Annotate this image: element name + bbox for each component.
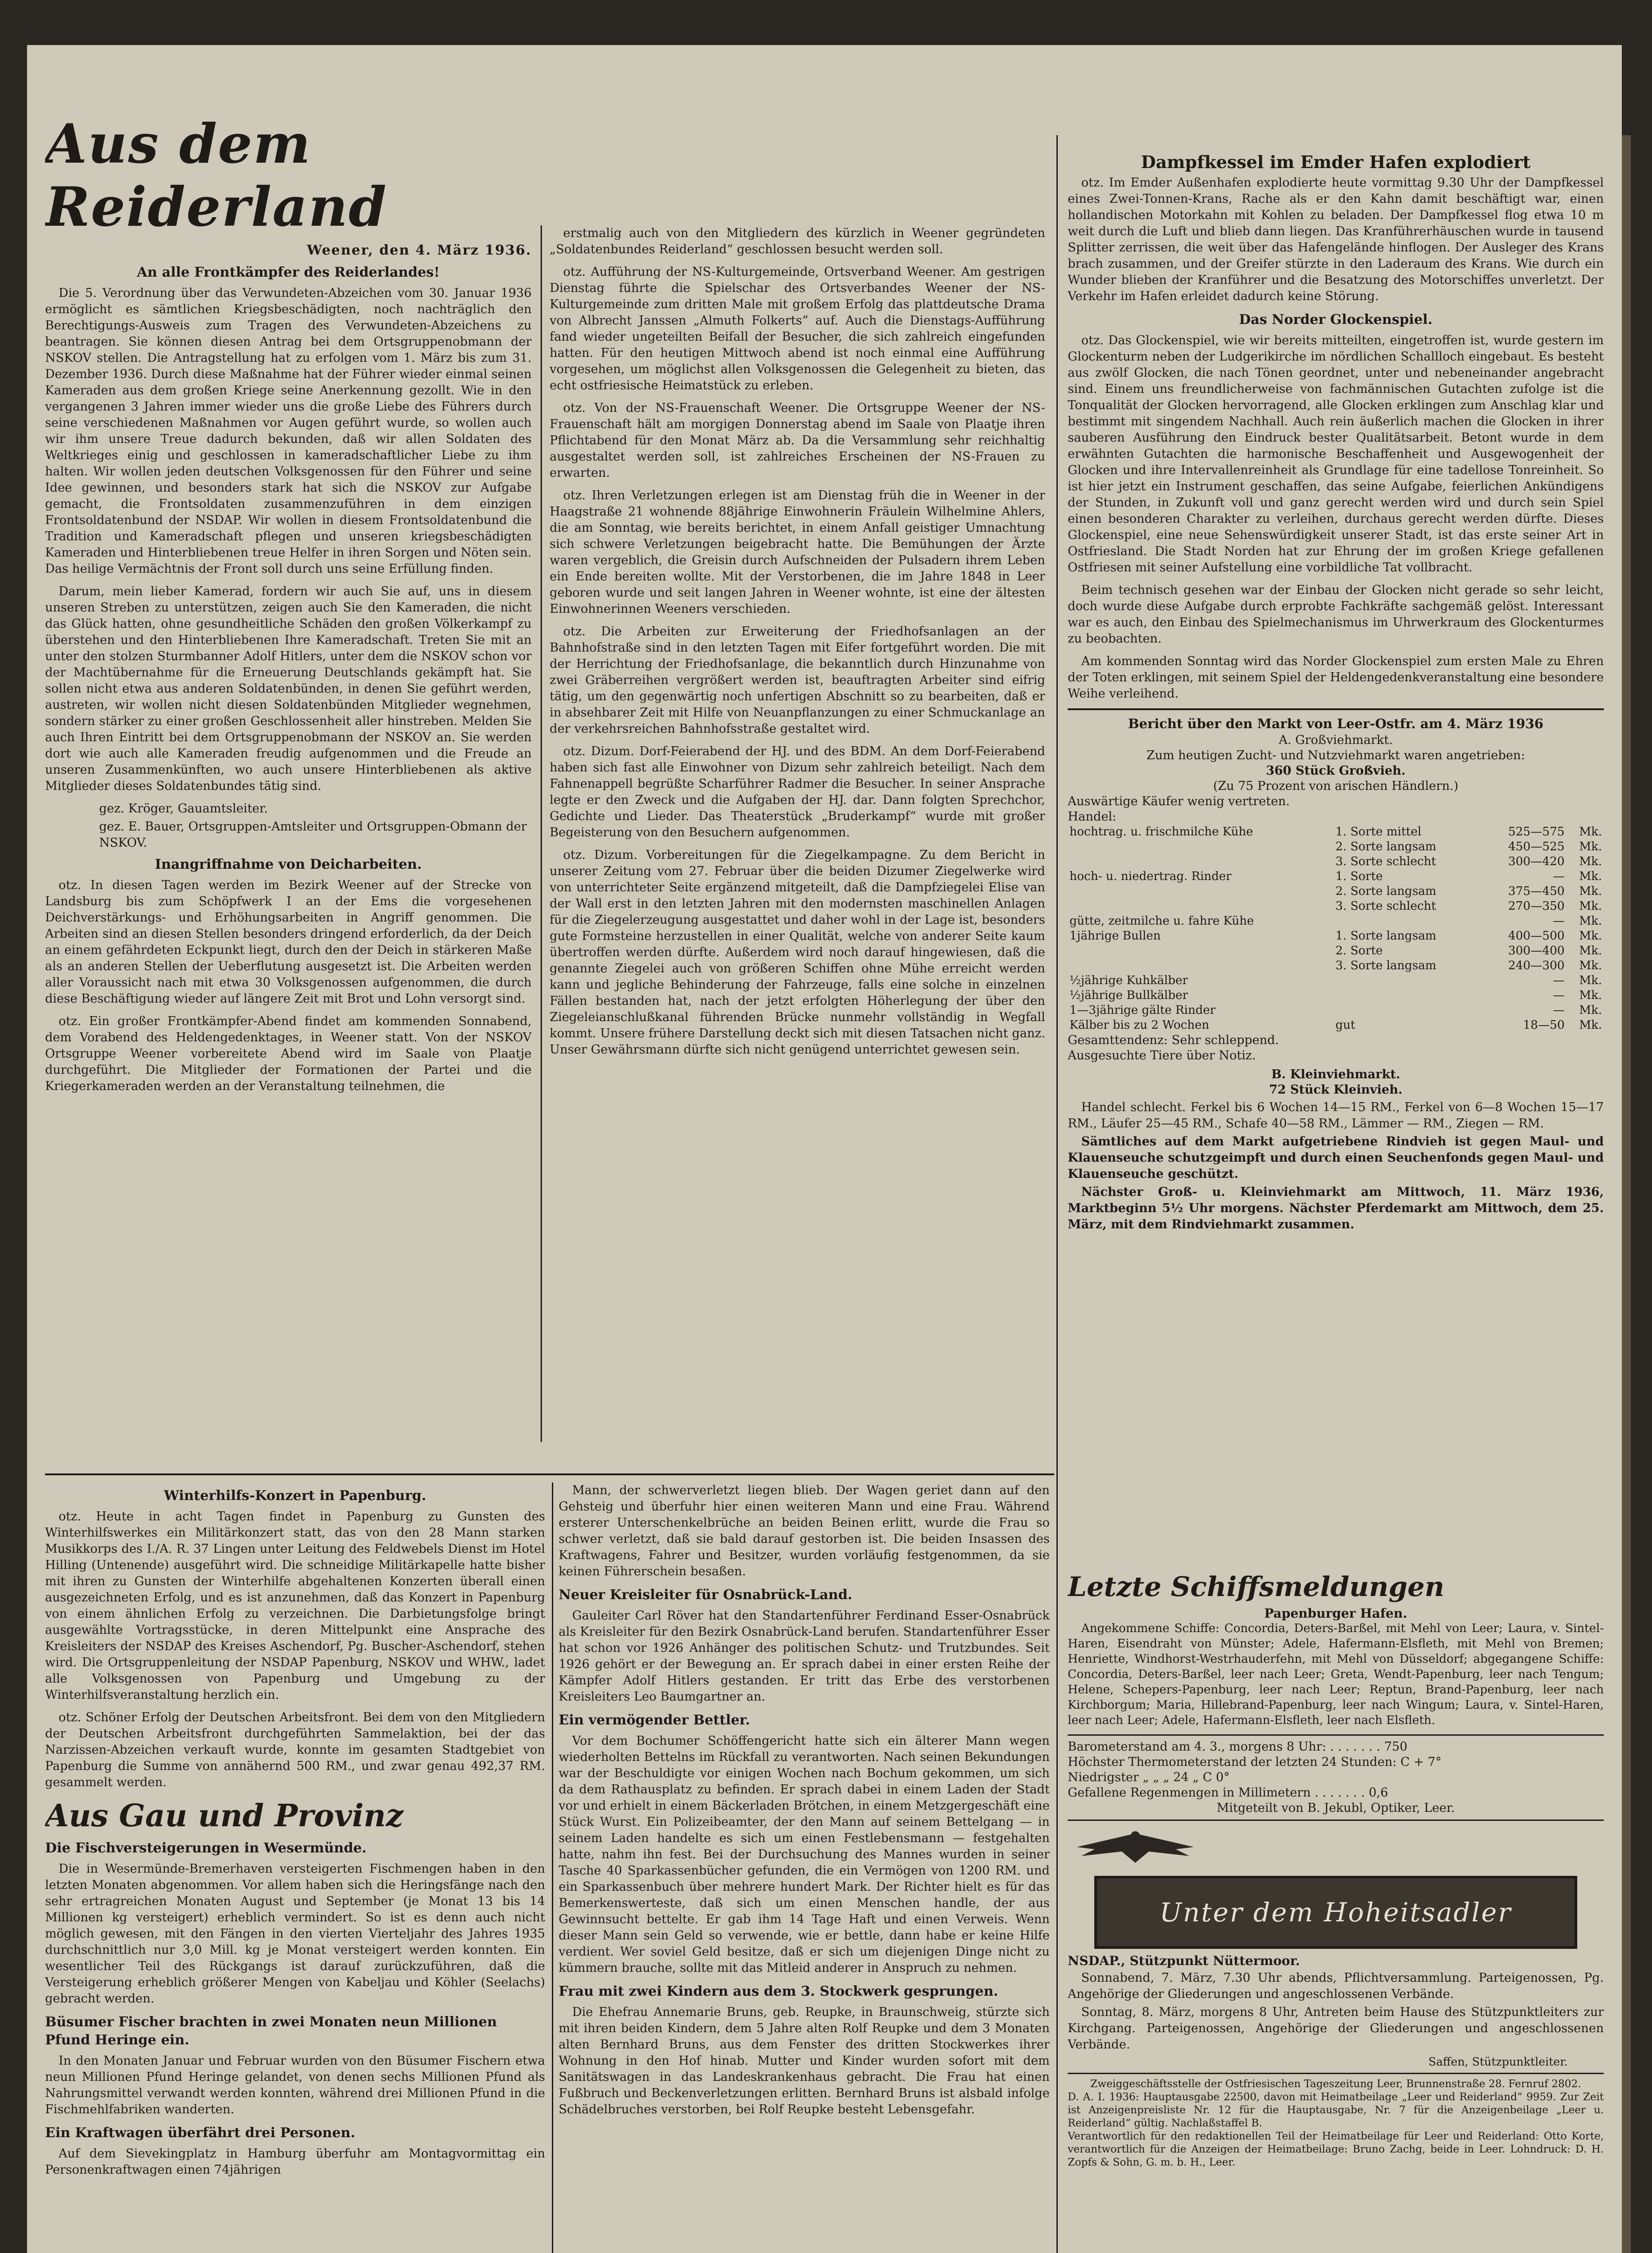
article-paragraph: otz. Im Emder Außenhafen explodierte heute vormittag 9.30 Uhr der Dampfkessel eines Zwei-Tonnen-Krans, Rache als er den Kahn damit beschäftigt war, einen hollandischen Motorkahn mit Kohlen zu beladen. Der Dampfkessel flog etwa 10 m weit durch die Luft und blieb dann liegen. Das Kranführerhäuschen wurde in tausend Splitter zerrissen, die weit über das Hafengelände hinflogen. Der Ausleger des Krans brach zusammen, und der Greifer stürzte in den Laderaum des Krans. Wie durch ein Wunder blieben der Kranführer und die Besatzung des Motorschiffes unverletzt. Der Verkehr im Hafen erleidet dadurch keine Störung. bbox=[1068, 176, 1604, 303]
article-paragraph: Die 5. Verordnung über das Verwundeten-Abzeichen vom 30. Januar 1936 ermöglicht es sämtlichen Kriegsbeschädigten, noch nachträglich den Berechtigungs-Ausweis zum Tragen des Verwundeten-Abzeichens zu beantragen. Sie können diesen Antrag bei dem Ortsgruppenobmann der NSKOV stellen. Die Antragstellung hat zu erfolgen vom 1. März bis zum 31. Dezember 1936. Durch diese Maßnahme hat der Führer wieder einmal seinen Kameraden aus dem großen Kriege seine Anerkennung gezollt. Wie in den vergangenen 3 Jahren immer wieder uns die große Liebe des Führers durch seine verschiedenen Maßnahmen vor Augen geführt wurde, so wollen auch wir ihm unsere Treue dadurch bekunden, daß wir allen Soldaten des Weltkrieges einig und geschlossen in kameradschaftlicher Liebe zu ihm halten. Wir wollen jeden deutschen Volksgenossen für den Führer und seine Idee gewinnen, und besonders stark hat sich die NSKOV zur Aufgabe gemacht, die Frontsoldaten zusammenzuführen in dem einzigen Frontsoldatenbund der NSDAP. Wir wollen in diesem Frontsoldatenbund die Tradition und Kameradschaft pflegen und unseren kriegsbeschädigten Kameraden und Hinterbliebenen treue Helfer in ihren Sorgen und Nöten sein. Das heilige Vermächtnis der Front soll durch uns seine Erfüllung finden. bbox=[45, 286, 532, 576]
price-table bbox=[1068, 825, 1604, 1033]
article-paragraph: otz. Ein großer Frontkämpfer-Abend findet am kommenden Sonnabend, dem Vorabend des Heldengedenktages, in Weener statt. Von der NSKOV Ortsgruppe Weener vorbereitete Abend wird im Saale von Plaatje durchgeführt. Die Mitglieder der Formationen der Partei und die Kriegerkameraden werden an der Veranstaltung teilnehmen, die bbox=[45, 1014, 532, 1093]
price-cell: hoch- u. niedertrag. Rinder bbox=[1069, 870, 1232, 883]
price-row bbox=[1068, 973, 1604, 988]
page-edge bbox=[1622, 135, 1631, 2253]
column-reiderland bbox=[45, 113, 532, 1464]
price-cell: 1jährige Bullen bbox=[1069, 929, 1161, 943]
price-cell bbox=[1068, 884, 1333, 899]
price-cell: Mk. bbox=[1579, 1003, 1602, 1017]
market-text: Gesamttendenz: Sehr schleppend. bbox=[1068, 1033, 1279, 1047]
price-cell: Mk. bbox=[1579, 899, 1602, 913]
price-cell: Mk. bbox=[1579, 914, 1602, 928]
announcement-heading: NSDAP., Stützpunkt Nüttermoor. bbox=[1068, 1953, 1300, 1968]
market-text: Handel schlecht. Ferkel bis 6 Wochen 14—15 RM., Ferkel von 6—8 Wochen 15—17 RM., Läufer 25—45 RM., Schafe 40—58 RM., Lämmer — RM., Ziegen — RM. bbox=[1068, 1100, 1604, 1131]
column-divider bbox=[541, 225, 542, 1442]
weather-line: Höchster Thermometerstand der letzten 24 Stunden: C + 7° bbox=[1068, 1755, 1442, 1769]
column-reiderland-continued bbox=[550, 225, 1045, 1464]
section-title: Aus dem Reiderland bbox=[45, 113, 387, 239]
price-cell: 18—50 bbox=[1523, 1018, 1565, 1032]
price-cell: 300—400 bbox=[1508, 944, 1565, 958]
article-paragraph: otz. Dizum. Vorbereitungen für die Ziegelkampagne. Zu dem Bericht in unserer Zeitung vom 27. Februar über die beiden Dizumer Ziegelwerke wird von unterrichteter Seite ergänzend mitgeteilt, daß die Dampfziegelei Elise van der Wall erst in den letzten Jahren mit den modernsten maschinellen Anlagen für die Ziegelerzeugung ausgestattet und daher wohl in der Lage ist, besonders gute Formsteine herzustellen in einer Qualität, welche von anderer Seite kaum übertroffen werden dürfte. Außerdem wird noch darauf hingewiesen, daß die genannte Ziegelei auch von größeren Schiffen ohne Mühe erreicht werden kann und jegliche Behinderung der Fahrzeuge, falls eine solche in einzelnen Fällen bestanden hat, nach der jetzt erfolgten Höherlegung der über den Ziegeleianschlußkanal führenden Brücke nunmehr vollständig in Wegfall kommt. Unsere frühere Darstellung deckt sich mit diesen Tatsachen nicht ganz. Unser Gewährsmann dürfte sich nicht genügend unterrichtet gewesen sein. bbox=[550, 848, 1045, 1057]
article-paragraph: Gauleiter Carl Röver hat den Standartenführer Ferdinand Esser-Osnabrück als Kreisleiter für den Bezirk Osnabrück-Land berufen. Standartenführer Esser hat schon vor 1926 Anhänger des politischen Schutz- und Trutzbundes. Seit 1926 gehört er der Bewegung an. Er sprach dabei in einer ersten Reihe der Kämpfer Adolf Hitlers gestanden. Er tritt das Erbe des verstorbenen Kreisleiters Leo Baumgartner an. bbox=[559, 1609, 1050, 1704]
column-divider bbox=[1056, 135, 1058, 2253]
article-paragraph: Beim technisch gesehen war der Einbau der Glocken nicht gerade so sehr leicht, doch wurde diese Aufgabe durch erprobte Fachkräfte sachgemäß gelöst. Interessant war es auch, den Einbau des Spielmechanismus im Uhrwerkraum des Glockenturmes zu beobachten. bbox=[1068, 583, 1604, 646]
divider bbox=[1068, 2073, 1604, 2074]
article-paragraph: otz. Heute in acht Tagen findet in Papenburg zu Gunsten des Winterhilfswerkes ein Militärkonzert statt, das von den 28 Mann starken Musikkorps des I./A. R. 37 Lingen unter Leitung des Feldwebels Dienst im Hotel Hilling (Untenende) ausgeführt wird. Die schneidige Militärkapelle hatte bisher mit ihren zu Gunsten der Winterhilfe abgehaltenen Konzerten überall einen ausgezeichneten Erfolg, und es ist anzunehmen, daß das Konzert in Papenburg von einem ähnlichen Erfolg zu verzeichnen. Die Darbietungsfolge bringt ausgewählte Vortragsstücke, in deren Mittelpunkt eine Ansprache des Kreisleiters der NSDAP des Kreises Aschendorf, Pg. Buscher-Aschendorf, stehen wird. Die Ortsgruppenleitung der NSDAP Papenburg, NSKOV und WHW., ladet alle Volksgenossen von Papenburg und Umgebung zu der Winterhilfsveranstaltung herzlich ein. bbox=[45, 1510, 545, 1702]
price-cell: 450—525 bbox=[1508, 840, 1565, 853]
article-paragraph: otz. Von der NS-Frauenschaft Weener. Die Ortsgruppe Weener der NS-Frauenschaft hält am morgigen Donnerstag abend im Saale von Plaatje ihren Pflichtabend für den Monat März ab. Da die Versammlung sehr reichhaltig ausgestaltet werden soll, ist zahlreiches Erscheinen der NS-Frauen zu erwarten. bbox=[550, 401, 1045, 480]
article-heading: Inangriffnahme von Deicharbeiten. bbox=[155, 857, 422, 872]
price-cell: Mk. bbox=[1579, 989, 1602, 1002]
price-row bbox=[1068, 958, 1604, 973]
price-cell: gütte, zeitmilche u. fahre Kühe bbox=[1069, 914, 1254, 928]
price-cell: Mk. bbox=[1579, 855, 1602, 868]
article-paragraph: In den Monaten Januar und Februar wurden von den Büsumer Fischern etwa neun Millionen Pfund Heringe gelandet, von denen sechs Millionen Pfund als Nahrungsmittel verwandt werden konnten, während drei Millionen Pfund in die Fischmehlfabriken wanderten. bbox=[45, 2054, 545, 2116]
price-cell: — bbox=[1552, 989, 1565, 1002]
price-cell: 1. Sorte langsam bbox=[1335, 929, 1437, 943]
dateline: Weener, den 4. März 1936. bbox=[307, 242, 532, 258]
price-cell: Mk. bbox=[1579, 944, 1602, 958]
signature: gez. Kröger, Gauamtsleiter. bbox=[99, 802, 268, 816]
article-heading: Frau mit zwei Kindern aus dem 3. Stockwerk gesprungen. bbox=[559, 1984, 998, 1999]
price-cell: Mk. bbox=[1579, 974, 1602, 987]
price-cell: Mk. bbox=[1579, 959, 1602, 972]
market-text: Ausgesuchte Tiere über Notiz. bbox=[1068, 1049, 1256, 1063]
price-row bbox=[1068, 884, 1604, 899]
article-paragraph: otz. Schöner Erfolg der Deutschen Arbeitsfront. Bei dem von den Mitgliedern der Deutschen Arbeitsfront durchgeführten Sammelaktion, bei der das Narzissen-Abzeichen verkauft wurde, konnte im gesamten Stadtgebiet von Papenburg die Summe von annähernd 500 RM., und zwar genau 492,37 RM. gesammelt werden. bbox=[45, 1710, 545, 1789]
market-text: Zum heutigen Zucht- und Nutzviehmarkt waren angetrieben: bbox=[1146, 748, 1525, 762]
price-cell: ½jährige Kuhkälber bbox=[1069, 974, 1188, 987]
market-section: A. Großviehmarkt. bbox=[1279, 733, 1393, 747]
price-row bbox=[1068, 944, 1604, 958]
price-cell: 1. Sorte bbox=[1335, 870, 1383, 883]
article-paragraph: Mann, der schwerverletzt liegen blieb. Der Wagen geriet dann auf den Gehsteig und überfuhr hier einen weiteren Mann und eine Frau. Während ersterer Unterschenkelbrüche an beiden Beinen erlitt, wurde die Frau so schwer verletzt, daß sie bald darauf gestorben ist. Die beiden Insassen des Kraftwagens, Fahrer und Besitzer, wurden vorläufig festgenommen, da sie keinen Führerschein besaßen. bbox=[559, 1483, 1050, 1578]
column-right-top bbox=[1068, 149, 1604, 1410]
article-paragraph: Darum, mein lieber Kamerad, fordern wir auch Sie auf, uns in diesem unseren Streben zu unterstützen, zeigen auch Sie den Kameraden, die nicht das Glück hatten, ohne gesundheitliche Schäden den großen Völkerkampf zu überstehen und den Hinterbliebenen Ihre Kameradschaft. Treten Sie mit an unter den stolzen Sturmbanner Adolf Hitlers, unter dem die NSKOV schon vor der Machtübernahme für die Erneuerung Deutschlands gekämpft hat. Sie sollen nicht etwa aus anderen Soldatenbünden, in denen Sie geführt werden, austreten, wir wollen nicht diesen Soldatenbünden Mitglieder wegnehmen, sondern stärker zu einer großen Geschlossenheit aller hinstreben. Melden Sie auch Ihren Eintritt bei dem Ortsgruppenobmann der NSKOV an. Sie werden dort wie auch alle Kameraden freudig aufgenommen und die Freude an unseren Zusammenkünften, wo auch unsere Hinterbliebenen als aktive Mitglieder dieses Soldatenbundes tätig sind. bbox=[45, 584, 532, 793]
column-divider bbox=[552, 1482, 553, 2253]
newspaper-page bbox=[27, 45, 1622, 2253]
article-paragraph: Angekommene Schiffe: Concordia, Deters-Barßel, mit Mehl von Leer; Laura, v. Sintel-Haren, Eisendraht von Münster; Adele, Hafermann-Elsfleth, mit Mehl von Bremen; Henriette, Windhorst-Westrhauderfehn, mit Mehl von Düsseldorf; abgegangene Schiffe: Concordia, Deters-Barßel, leer nach Leer; Greta, Wendt-Papenburg, leer nach Tengum; Helene, Schepers-Papenburg, leer nach Leer; Reptun, Brand-Papenburg, leer nach Kirchborgum; Maria, Hillebrand-Papenburg, leer nach Wingum; Laura, v. Sintel-Haren, leer nach Leer; Adele, Hafermann-Elsfleth, leer nach Elsfleth. bbox=[1068, 1622, 1604, 1727]
article-heading: An alle Frontkämpfer des Reiderlandes! bbox=[137, 265, 440, 280]
price-row bbox=[1068, 825, 1604, 839]
price-cell: 1. Sorte mittel bbox=[1335, 825, 1422, 839]
price-cell: — bbox=[1552, 914, 1565, 928]
price-row bbox=[1068, 988, 1604, 1003]
price-row bbox=[1068, 854, 1604, 869]
market-text: Nächster Groß- u. Kleinviehmarkt am Mittwoch, 11. März 1936, Marktbeginn 5½ Uhr morgens. Nächster Pferdemarkt am Mittwoch, dem 25. März, mit dem Rindviehmarkt zusammen. bbox=[1068, 1185, 1604, 1231]
eagle-emblem-icon bbox=[1068, 1824, 1203, 1865]
banner-text: Unter dem Hoheitsadler bbox=[1159, 1897, 1512, 1928]
article-paragraph: otz. Dizum. Dorf-Feierabend der HJ. und des BDM. An dem Dorf-Feierabend haben sich fast alle Einwohner von Dizum sehr zahlreich beteiligt. Nach dem Fahnenappell begrüßte Scharführer Radmer die Besucher. In seiner Ansprache legte er den Zweck und die Aufgaben der HJ. dar. Dann folgten Sprechchor, Gedichte und Lieder. Das Theaterstück „Bruderkampf“ wurde mit großer Begeisterung von den Besuchern aufgenommen. bbox=[550, 744, 1045, 839]
article-paragraph: otz. In diesen Tagen werden im Bezirk Weener auf der Strecke von Landsburg bis zum Schöpfwerk I an der Ems die vorgesehenen Deichverstärkungs- und Erhöhungsarbeiten in Angriff genommen. Die Arbeiten sind an diesen Stellen besonders dringend erforderlich, da der Deich an einem gefährdeten Eckpunkt liegt, durch den der Deich in stärkeren Maße als an anderen Stellen der Ueberflutung ausgesetzt ist. Die Arbeiten werden aller Voraussicht nach mit etwa 30 Volksgenossen aufgenommen, die durch diese Beschäftigung wieder auf längere Zeit mit Brot und Lohn versorgt sind. bbox=[45, 878, 532, 1006]
price-cell: 2. Sorte langsam bbox=[1335, 885, 1437, 898]
price-cell: Mk. bbox=[1579, 929, 1602, 943]
imprint: D. A. I. 1936: Hauptausgabe 22500, davon mit Heimatbeilage „Leer und Reiderland“ 9959. Zur Zeit ist Anzeigenpreisliste Nr. 12 für die Hauptausgabe, Nr. 7 für die Anzeigenbeilage „Leer u. Reiderland“ gültig. Nachlaßstaffel B. bbox=[1068, 2091, 1604, 2129]
article-heading: Neuer Kreisleiter für Osnabrück-Land. bbox=[559, 1587, 852, 1603]
market-text: Sämtliches auf dem Markt aufgetriebene Rindvieh ist gegen Maul- und Klauenseuche schutzgeimpft und durch einen Seuchenfonds gegen Maul- und Klauenseuche geschützt. bbox=[1068, 1135, 1604, 1181]
price-cell: 240—300 bbox=[1508, 959, 1565, 972]
divider bbox=[1068, 1820, 1604, 1821]
imprint: Zweiggeschäftsstelle der Ostfriesischen Tageszeitung Leer, Brunnenstraße 28. Fernruf 2802. bbox=[1090, 2078, 1581, 2090]
weather-line: Niedrigster „ „ „ 24 „ C 0° bbox=[1068, 1770, 1230, 1784]
signature: Saffen, Stützpunktleiter. bbox=[1428, 2055, 1568, 2068]
article-paragraph: Vor dem Bochumer Schöffengericht hatte sich ein älterer Mann wegen wiederholten Bettelns im Rückfall zu verantworten. Nach seinen Bekundungen war der Beschuldigte vor einigen Wochen nach Bochum gekommen, um sich da dem Rathausplatz zu befinden. Er sprach dabei in einem Laden der Stadt vor und erhielt in einem Bäckerladen Brötchen, in einem Metzgergeschäft eine Stück Wurst. Ein Polizeibeamter, der den Mann auf seinem Bettelgang — in seinem Laden handelte es sich um einen Festlebensmann — festgehalten hatte, nahm ihn fest. Bei der Durchsuchung des Mannes wurden in seiner Tasche 40 Sparkassenbücher gefunden, die ein Vermögen von 1200 RM. und ein Sparkassenbuch über mehrere hundert Mark. Der Richter hielt es für das Bemerkenswerteste, daß sich um einen Menschen handle, der aus Gewinnsucht bettelte. Er gab ihm 14 Tage Haft und einen Verweis. Wenn dieser Mann sein Geld so verwende, wie er bettle, dann habe er keine Hilfe verdient. Wer soviel Geld besitze, daß er sich um diejenigen Dinge nicht zu kümmern brauche, sollte mit das Mitleid anderer in Anspruch zu nehmen. bbox=[559, 1734, 1050, 1975]
section-title: Letzte Schiffsmeldungen bbox=[1068, 1571, 1445, 1603]
price-cell: ½jährige Bullkälber bbox=[1069, 989, 1188, 1002]
article-paragraph: otz. Aufführung der NS-Kulturgemeinde, Ortsverband Weener. Am gestrigen Dienstag führte die Spielschar des Ortsverbandes Weener der NS-Kulturgemeinde zum dritten Male mit großem Erfolg das plattdeutsche Drama von Albrecht Janssen „Almuth Folkerts“ auf. Auch die Dienstags-Aufführung fand wieder ungeteilten Beifall der Besucher, die sich zahlreich eingefunden hatten. Für den heutigen Mittwoch abend ist noch einmal eine Aufführung vorgesehen, um möglichst allen Volksgenossen die Gelegenheit zu bieten, das echt ostfriesische Heimatstück zu erleben. bbox=[550, 265, 1045, 392]
price-row bbox=[1068, 869, 1604, 884]
divider bbox=[1068, 708, 1604, 710]
article-heading: Büsumer Fischer brachten in zwei Monaten neun Millionen Pfund Heringe ein. bbox=[45, 2014, 497, 2048]
announcement-paragraph: Sonntag, 8. März, morgens 8 Uhr, Antreten beim Hause des Stützpunktleiters zur Kirchgang. Parteigenossen, Angehörige der Gliederungen und angeschlossenen Verbände. bbox=[1068, 2005, 1604, 2052]
price-cell bbox=[1333, 1003, 1481, 1018]
price-cell: 1—3jährige gälte Rinder bbox=[1069, 1003, 1216, 1017]
article-paragraph: erstmalig auch von den Mitgliedern des kürzlich in Weener gegründeten „Soldatenbundes Reiderland“ geschlossen besucht werden soll. bbox=[550, 226, 1045, 256]
article-paragraph: Die in Wesermünde-Bremerhaven versteigerten Fischmengen haben in den letzten Monaten abgenommen. Vor allem haben sich die Heringsfänge nach den sehr ertragreichen Monaten August und September (je Monat 13 bis 14 Millionen kg versteigert) erheblich vermindert. So ist es denn auch nicht möglich gewesen, mit den Fängen in den vierten Vierteljahr des Jahres 1935 durchschnittlich nur 3,0 Mill. kg je Monat versteigert werden konnten. Ein wesentlicher Teil des Rückgangs ist darauf zurückzuführen, daß die Versteigerung erheblich größerer Mengen von Kabeljau und Köhler (Seelachs) gebracht werden. bbox=[45, 1862, 545, 2006]
price-cell: 2. Sorte langsam bbox=[1335, 840, 1437, 853]
divider bbox=[1068, 1734, 1604, 1736]
article-heading: Ein vermögender Bettler. bbox=[559, 1712, 750, 1728]
weather-line: Mitgeteilt von B. Jekubl, Optiker, Leer. bbox=[1216, 1801, 1455, 1815]
subheading: Papenburger Hafen. bbox=[1264, 1606, 1407, 1621]
article-paragraph: otz. Die Arbeiten zur Erweiterung der Friedhofsanlagen an der Bahnhofstraße sind in den letzten Tagen mit Eifer fortgeführt worden. Die mit der Herrichtung der Friedhofsanlage, die bekanntlich durch Hinzunahme von zwei Gräberreihen vergrößert werden ist, beauftragten Arbeiter sind eifrig tätig, um den gegenwärtig noch unfertigen Abschnitt so zu bearbeiten, daß er in absehbarer Zeit mit Hilfe von Neuanpflanzungen zu einer Schmuckanlage an der verkehrsreichen Bahnhofsstraße gestaltet wird. bbox=[550, 625, 1045, 736]
section-title: Aus Gau und Provinz bbox=[45, 1798, 404, 1834]
weather-line: Barometerstand am 4. 3., morgens 8 Uhr: . . . . . . . 750 bbox=[1068, 1740, 1408, 1754]
price-cell: 3. Sorte schlecht bbox=[1335, 855, 1436, 868]
price-row bbox=[1068, 914, 1604, 929]
price-row bbox=[1068, 1003, 1604, 1018]
price-cell: 300—420 bbox=[1508, 855, 1565, 868]
price-cell: 3. Sorte schlecht bbox=[1335, 899, 1436, 913]
imprint: Verantwortlich für den redaktionellen Teil der Heimatbeilage für Leer und Reiderland: Otto Korte, verantwortlich für die Anzeigen der Heimatbeilage: Bruno Zachg, beide in Leer. Lohndruck: D. H. Zopfs & Sohn, G. m. b. H., Leer. bbox=[1068, 2130, 1604, 2168]
article-heading: Dampfkessel im Emder Hafen explodiert bbox=[1141, 152, 1531, 172]
price-cell bbox=[1333, 973, 1481, 988]
price-cell: 525—575 bbox=[1508, 825, 1565, 839]
price-row bbox=[1068, 929, 1604, 944]
price-cell: Mk. bbox=[1579, 825, 1602, 839]
price-cell bbox=[1068, 944, 1333, 958]
price-cell: — bbox=[1552, 1003, 1565, 1017]
price-cell: 3. Sorte langsam bbox=[1335, 959, 1437, 972]
signature: gez. E. Bauer, Ortsgruppen-Amtsleiter und Ortsgruppen-Obmann der NSKOV. bbox=[99, 820, 527, 850]
price-cell bbox=[1068, 839, 1333, 854]
price-cell bbox=[1068, 958, 1333, 973]
price-cell: 400—500 bbox=[1508, 929, 1565, 943]
market-text: 360 Stück Großvieh. bbox=[1266, 764, 1406, 778]
price-cell: Mk. bbox=[1579, 870, 1602, 883]
column-lower-right bbox=[1068, 1568, 1604, 2253]
weather-report bbox=[1068, 1739, 1604, 1816]
column-lower-left bbox=[45, 1482, 545, 2253]
article-heading: Die Fischversteigerungen in Wesermünde. bbox=[45, 1840, 367, 1856]
horizontal-divider bbox=[45, 1473, 1054, 1475]
market-section: B. Kleinviehmarkt. bbox=[1271, 1067, 1401, 1081]
article-paragraph: Am kommenden Sonntag wird das Norder Glockenspiel zum ersten Male zu Ehren der Toten erklingen, mit seinem Spiel der Heldengedenkveranstaltung eine besondere Weihe verleihend. bbox=[1068, 654, 1604, 701]
article-heading: Ein Kraftwagen überfährt drei Personen. bbox=[45, 2125, 355, 2141]
market-text: Handel: bbox=[1068, 810, 1117, 824]
article-paragraph: Auf dem Sievekingplatz in Hamburg überfuhr am Montagvormittag ein Personenkraftwagen einen 74jährigen bbox=[45, 2147, 545, 2177]
price-cell: 2. Sorte bbox=[1335, 944, 1383, 958]
market-text: (Zu 75 Prozent von arischen Händlern.) bbox=[1213, 779, 1459, 793]
price-cell: 375—450 bbox=[1508, 885, 1565, 898]
hoheitsadler-banner bbox=[1094, 1876, 1577, 1949]
column-lower-middle bbox=[559, 1482, 1050, 2253]
market-report bbox=[1068, 715, 1604, 1233]
price-row bbox=[1068, 899, 1604, 914]
price-cell: gut bbox=[1335, 1018, 1356, 1032]
price-row bbox=[1068, 839, 1604, 854]
article-heading: Winterhilfs-Konzert in Papenburg. bbox=[164, 1488, 427, 1504]
price-cell: — bbox=[1552, 974, 1565, 987]
price-row bbox=[1068, 1018, 1604, 1033]
price-cell bbox=[1068, 854, 1333, 869]
price-cell: Mk. bbox=[1579, 1018, 1602, 1032]
weather-line: Gefallene Regenmengen in Millimetern . . . . . . . 0,6 bbox=[1068, 1786, 1388, 1800]
market-text: Auswärtige Käufer wenig vertreten. bbox=[1068, 794, 1290, 808]
price-cell: 270—350 bbox=[1508, 899, 1565, 913]
announcement-paragraph: Sonnabend, 7. März, 7.30 Uhr abends, Pflichtversammlung. Parteigenossen, Pg. Angehörige der Gliederungen und angeschlossenen Verbände. bbox=[1068, 1971, 1604, 2001]
article-paragraph: Die Ehefrau Annemarie Bruns, geb. Reupke, in Braunschweig, stürzte sich mit ihren beiden Kindern, dem 5 Jahre alten Rolf Reupke und dem 3 Monaten alten Bernhard Bruns, aus dem Fenster des dritten Stockwerkes ihrer Wohnung in den Hof hinab. Mutter und Kinder wurden sofort mit dem Sanitätswagen in das Landeskrankenhaus gebracht. Die Frau hat einen Fußbruch und Beckenverletzungen erlitten. Bernhard Bruns ist alsbald infolge Schädelbruches verstorben, bei Rolf Reupke besteht Lebensgefahr. bbox=[559, 2005, 1050, 2116]
price-cell: hochtrag. u. frischmilche Kühe bbox=[1069, 825, 1253, 839]
price-cell bbox=[1333, 914, 1481, 929]
price-cell: Mk. bbox=[1579, 840, 1602, 853]
price-cell: Kälber bis zu 2 Wochen bbox=[1069, 1018, 1210, 1032]
price-cell: Mk. bbox=[1579, 885, 1602, 898]
price-cell: — bbox=[1552, 870, 1565, 883]
market-title: Bericht über den Markt von Leer-Ostfr. am 4. März 1936 bbox=[1128, 716, 1543, 731]
article-heading: Das Norder Glockenspiel. bbox=[1239, 312, 1433, 328]
price-cell bbox=[1068, 899, 1333, 914]
price-cell bbox=[1333, 988, 1481, 1003]
article-paragraph: otz. Ihren Verletzungen erlegen ist am Dienstag früh die in Weener in der Haagstraße 21 wohnende 88jährige Einwohnerin Fräulein Wilhelmine Ahlers, die am Sonntag, wie bereits berichtet, in einem Anfall geistiger Umnachtung sich schwere Verletzungen beigebracht hatte. Die Bemühungen der Ärzte waren vergeblich, die Greisin durch Aufschneiden der Pulsadern ihrem Leben ein Ende bereiten wollte. Mit der Verstorbenen, die im Jahre 1848 in Leer geboren wurde und seit langen Jahren in Weener wohnte, ist eine der ältesten Einwohnerinnen Weeners verschieden. bbox=[550, 488, 1045, 616]
market-text: 72 Stück Kleinvieh. bbox=[1269, 1083, 1403, 1097]
article-paragraph: otz. Das Glockenspiel, wie wir bereits mitteilten, eingetroffen ist, wurde gestern im Glockenturm neben der Ludgerikirche im nördlichen Schallloch eingebaut. Es besteht aus zwölf Glocken, die nach Tönen geordnet, unter und nebeneinander angebracht sind. Einem uns freundlicherweise von fachmännischen Gutachten zufolge ist die Tonqualität der Glocken hervorragend, alle Glocken erklingen zum Anschlag klar und bestimmt mit singendem Nachhall. Auch rein äußerlich machen die Glocken in ihrer sauberen Ausführung den Eindruck bester Qualitätsarbeit. Betont wurde in dem erwähnten Gutachten die harmonische Beschaffenheit und Ausgewogenheit der Glocken und ihre Intervallenreinheit als Grundlage für eine tadellose Tonreinheit. So ist hier jetzt ein Instrument geschaffen, das seine Aufgabe, feierlichen Ankündigens der Stunden, in Zukunft voll und ganz gerecht werden wird und durch sein Spiel einen besonderen Charakter zu verleihen, durchaus gerecht werden dürfte. Dieses Glockenspiel, eine neue Sehenswürdigkeit unserer Stadt, ist das erste seiner Art in Ostfriesland. Die Stadt Norden hat zur Ehrung der im großen Kriege gefallenen Ostfriesen mit seiner Aufstellung eine vorbildliche Tat vollbracht. bbox=[1068, 333, 1604, 575]
